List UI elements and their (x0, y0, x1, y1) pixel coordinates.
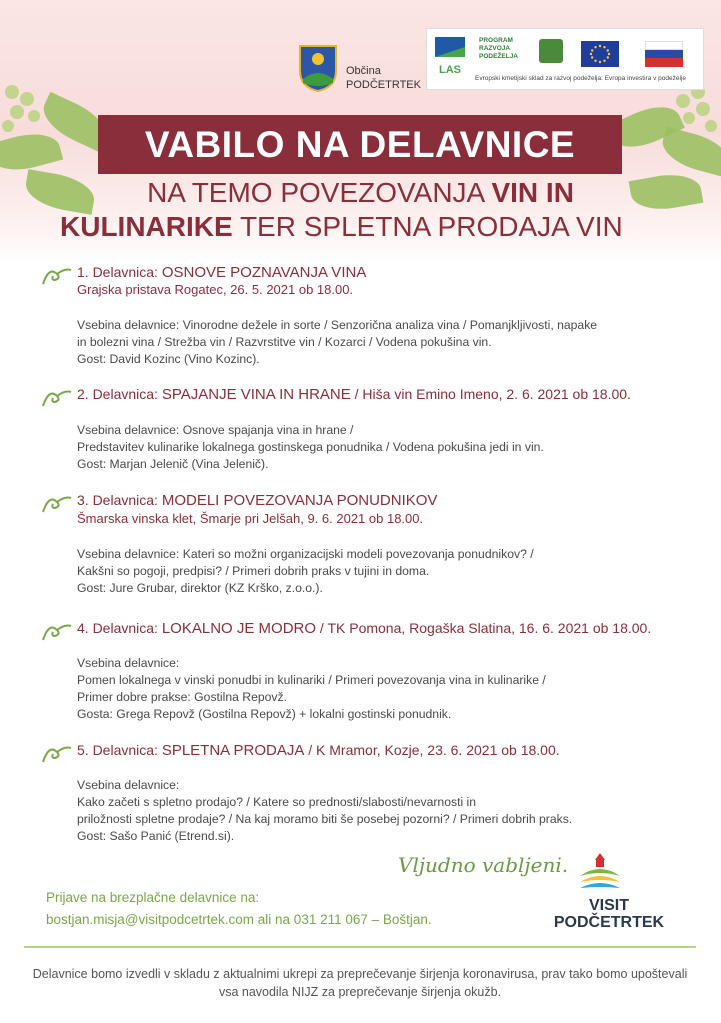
subtitle-line1 (0, 176, 721, 210)
workshop-3 (41, 492, 681, 602)
vine-tendril-icon (41, 620, 73, 644)
workshop-4-body-line3: Primer dobre prakse: Gostilna Repovž. (77, 690, 287, 704)
workshop-2-name: SPAJANJE VINA IN HRANE (161, 386, 351, 403)
workshop-2-body-line1: Vsebina delavnice: Osnove spajanja vina in hrane / (77, 423, 354, 437)
workshop-4 (41, 620, 681, 730)
workshop-1-body-line3: Gost: David Kozinc (Vino Kozinc). (77, 352, 260, 366)
workshop-5 (41, 742, 681, 852)
greeting-text: Vljudno vabljeni. (398, 853, 569, 877)
workshop-4-heading (77, 620, 651, 637)
vine-tendril-icon (41, 386, 73, 410)
workshop-3-body-line2: Kakšni so pogoji, predpisi? / Primeri dobrih praks v tujini in doma. (77, 564, 430, 578)
eu-flag-icon (581, 41, 619, 67)
vine-tendril-icon (41, 492, 73, 516)
program-line1: PROGRAM (479, 37, 513, 44)
leader-logo (539, 39, 563, 63)
program-razvoja-podezelja-label (479, 37, 537, 73)
workshop-3-heading (77, 492, 437, 509)
workshop-5-label: 5. Delavnica: (77, 742, 162, 758)
title-banner (98, 115, 622, 174)
subtitle-part2-bold: KULINARIKE (60, 211, 233, 242)
program-line2: RAZVOJA (479, 45, 511, 52)
program-line3: PODEŽELJA (479, 53, 519, 60)
workshop-1 (41, 264, 681, 374)
workshop-5-body-line1: Vsebina delavnice: (77, 778, 180, 792)
subtitle-part2: TER SPLETNA PRODAJA VIN (232, 211, 623, 242)
workshop-5-body-line2: Kako začeti s spletno prodajo? / Katere so prednosti/slabosti/nevarnosti in (77, 795, 477, 809)
workshop-3-location: Šmarska vinska klet, Šmarje pri Jelšah, 9. 6. 2021 ob 18.00. (77, 511, 424, 526)
signup-contact-link[interactable]: bostjan.misja@visitpodcetrtek.com ali na 031 211 067 – Boštjan. (46, 912, 432, 927)
las-logo (433, 35, 467, 81)
workshop-2-location: / Hiša vin Emino Imeno, 2. 6. 2021 ob 18.00. (350, 386, 631, 402)
workshop-3-name: MODELI POVEZOVANJA PONUDNIKOV (161, 492, 438, 509)
workshop-1-name: OSNOVE POZNAVANJA VINA (161, 264, 367, 281)
workshop-2-heading (77, 386, 631, 403)
workshop-1-heading (77, 264, 366, 281)
workshop-3-body-line3: Gost: Jure Grubar, direktor (KZ Krško, z.o.o.). (77, 581, 323, 595)
workshop-2-label: 2. Delavnica: (77, 386, 162, 402)
workshop-1-label: 1. Delavnica: (77, 264, 162, 280)
workshop-4-body-line2: Pomen lokalnega v vinski ponudbi in kulinariki / Primeri povezovanja vina in kulinarike / (77, 673, 546, 687)
partner-logos-box (426, 28, 704, 90)
eu-fund-caption: Evropski kmetijski sklad za razvoj podeželja: Evropa investira v podeželje (475, 75, 686, 82)
workshop-5-location: / K Mramor, Kozje, 23. 6. 2021 ob 18.00. (304, 742, 560, 758)
workshop-1-body-line1: Vsebina delavnice: Vinorodne dežele in sorte / Senzorična analiza vina / Pomanjkljivosti, napake (77, 318, 598, 332)
slovenia-flag-icon (645, 41, 683, 67)
page-title: VABILO NA DELAVNICE (144, 124, 576, 165)
podcetrtek-coat-of-arms-logo (297, 43, 339, 93)
subtitle-part1-bold: VIN IN (491, 177, 574, 208)
workshop-4-location: / TK Pomona, Rogaška Slatina, 16. 6. 2021 ob 18.00. (316, 620, 652, 636)
brand-line1: VISIT (588, 897, 629, 914)
workshop-4-name: LOKALNO JE MODRO (161, 620, 317, 637)
workshop-5-heading (77, 742, 560, 759)
signup-info (46, 887, 432, 931)
workshop-4-body-line4: Gosta: Grega Repovž (Gostilna Repovž) + lokalni gostinski ponudnik. (77, 707, 452, 721)
workshop-5-name: SPLETNA PRODAJA (161, 742, 305, 759)
workshop-4-label: 4. Delavnica: (77, 620, 162, 636)
municipality-line1: Občina (346, 65, 381, 77)
brand-line2: PODČETRTEK (553, 914, 665, 931)
visit-podcetrtek-brand (550, 897, 668, 931)
workshop-1-body-line2: in bolezni vina / Strežba vin / Razvrstitve vin / Kozarci / Vodena pokušina vin. (77, 335, 492, 349)
svg-text:LAS: LAS (439, 64, 461, 76)
workshop-4-body-line1: Vsebina delavnice: (77, 656, 180, 670)
workshop-3-label: 3. Delavnica: (77, 492, 162, 508)
workshop-2-body-line3: Gost: Marjan Jelenič (Vina Jelenič). (77, 457, 269, 471)
workshop-2 (41, 386, 681, 486)
workshop-2-body-line2: Predstavitev kulinarike lokalnega gostinskega ponudnika / Vodena pokušina jedi in vin. (77, 440, 544, 454)
workshop-1-location: Grajska pristava Rogatec, 26. 5. 2021 ob 18.00. (77, 282, 354, 297)
workshop-5-body-line4: Gost: Sašo Panić (Etrend.si). (77, 829, 235, 843)
municipality-line2: PODČETRTEK (346, 79, 421, 91)
signup-line1: Prijave na brezplačne delavnice na: (46, 890, 260, 905)
subtitle-line2 (60, 210, 623, 244)
workshop-5-body-line3: priložnosti spletne prodaje? / Na kaj moramo biti še posebej pozorni? / Primeri dobrih praks. (77, 812, 573, 826)
vine-tendril-icon (41, 742, 73, 766)
footer-notice: Delavnice bomo izvedli v skladu z aktualnimi ukrepi za preprečevanje širjenja koronavirusa, prav tako bomo upoštevali vsa navodila NIJZ za preprečevanje širjenja okužb. (32, 967, 688, 999)
footer-divider (24, 946, 696, 948)
subtitle-part1: NA TEMO POVEZOVANJA (147, 177, 492, 208)
workshop-3-body-line1: Vsebina delavnice: Kateri so možni organizacijski modeli povezovanja ponudnikov? / (77, 547, 534, 561)
municipality-name (346, 64, 421, 92)
vine-tendril-icon (41, 264, 73, 288)
visit-podcetrtek-logo-icon (575, 848, 625, 893)
